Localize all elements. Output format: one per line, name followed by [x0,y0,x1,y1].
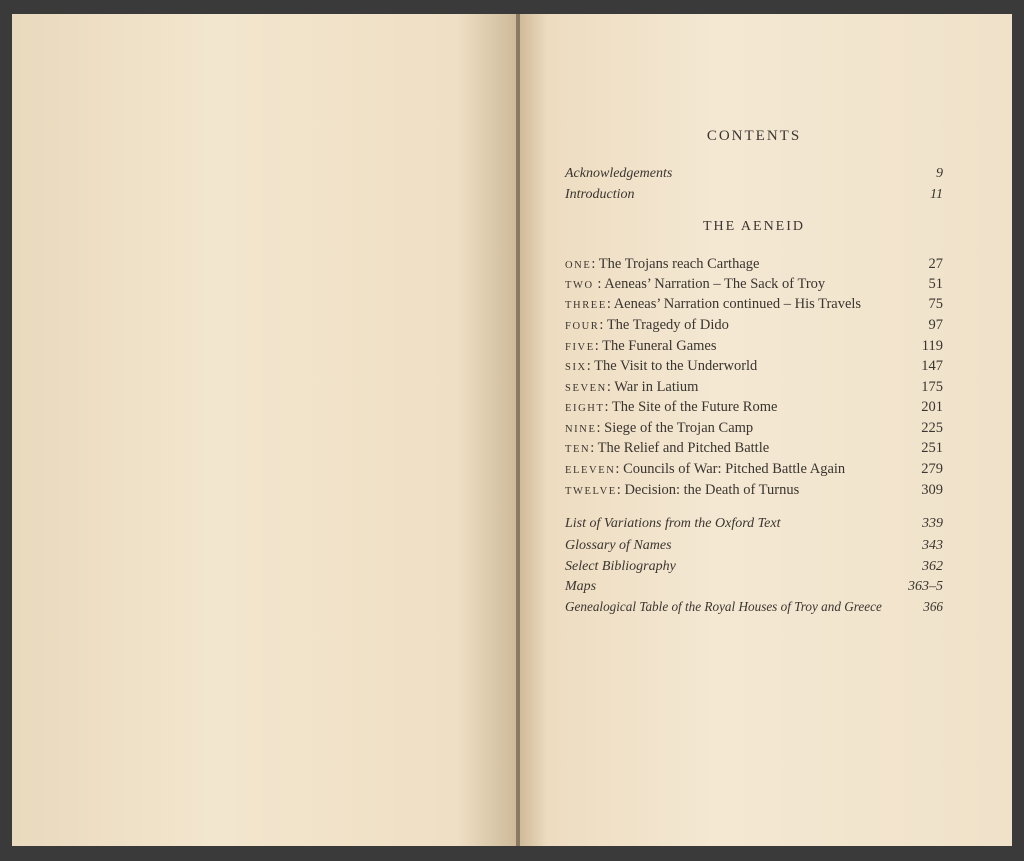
entry-title: Maps [565,579,597,594]
entry-title: Acknowledgements [565,166,673,181]
toc-entry: ONE: The Trojans reach Carthage 27 [565,256,943,272]
entry-page: 11 [930,187,943,202]
entry-title: Genealogical Table of the Royal Houses of Troy and Greece [565,599,882,614]
toc-entry: FIVE: The Funeral Games 119 [565,338,943,354]
entry-page: 366 [923,599,943,614]
book-number: SEVEN [565,383,607,394]
entry-page: 279 [921,461,943,477]
entry-title: The Site of the Future Rome [611,399,778,415]
toc-entry: EIGHT: The Site of the Future Rome 201 [565,399,943,415]
entry-title: List of Variations from the Oxford Text [565,516,781,531]
entry-page: 309 [921,482,943,498]
toc-entry [565,185,943,205]
toc-entry [565,557,943,577]
toc-entry: TEN: The Relief and Pitched Battle 251 [565,440,943,456]
book-gutter [516,14,520,846]
book-number: FIVE [565,342,595,353]
entry-title: War in Latium [614,379,699,395]
entry-title: The Trojans reach Carthage [598,256,760,272]
entry-title: The Visit to the Underworld [594,358,758,374]
entry-page: 343 [922,538,943,553]
entry-page: 147 [921,358,943,374]
entry-title: Introduction [565,187,635,202]
toc-entry: NINE: Siege of the Trojan Camp 225 [565,420,943,436]
entry-title: Decision: the Death of Turnus [624,482,800,498]
toc-entry: SEVEN: War in Latium 175 [565,379,943,395]
book-number: FOUR [565,321,600,332]
entry-page: 97 [928,317,943,333]
entry-title: Glossary of Names [565,538,672,553]
entry-page: 363–5 [908,579,943,594]
entry-page: 362 [922,559,943,574]
toc-entry: TWELVE: Decision: the Death of Turnus 309 [565,482,943,498]
toc-entry [565,164,943,184]
entry-page: 119 [921,338,943,354]
toc-entry [565,597,943,617]
entry-title: The Relief and Pitched Battle [597,440,770,456]
toc-entry: SIX: The Visit to the Underworld 147 [565,358,943,374]
book-number: TWO [565,280,594,291]
entry-title: Aeneas’ Narration continued – His Travels [613,296,862,312]
book-number: ONE [565,260,592,271]
contents-heading: CONTENTS [706,128,802,144]
entry-page: 51 [928,276,943,292]
toc-entry: ELEVEN: Councils of War: Pitched Battle Again 279 [565,461,943,477]
book-number: EIGHT [565,403,605,414]
book-number: TWELVE [565,486,617,497]
book-number: ELEVEN [565,465,616,476]
entry-title: Siege of the Trojan Camp [604,420,754,436]
entry-page: 27 [928,256,943,272]
toc-entry: FOUR: The Tragedy of Dido 97 [565,317,943,333]
book-number: NINE [565,424,597,435]
entry-title: Aeneas’ Narration – The Sack of Troy [604,276,826,292]
entry-page: 75 [928,296,943,312]
toc-entry: THREE: Aeneas’ Narration continued – His Travels 75 [565,296,943,312]
entry-page: 225 [921,420,943,436]
toc-entry [565,514,943,534]
entry-page: 339 [922,516,943,531]
toc-entry [565,536,943,556]
toc-entry [565,577,943,597]
entry-title: Select Bibliography [565,559,676,574]
entry-page: 251 [921,440,943,456]
left-page [12,14,518,846]
entry-title: The Funeral Games [602,338,717,354]
book-number: THREE [565,300,607,311]
book-number: TEN [565,444,591,455]
entry-page: 175 [921,379,943,395]
section-heading: THE AENEID [702,219,806,234]
entry-title: The Tragedy of Dido [606,317,729,333]
entry-title: Councils of War: Pitched Battle Again [623,461,846,477]
entry-page: 201 [921,399,943,415]
book-number: SIX [565,362,587,373]
toc-entry: TWO : Aeneas’ Narration – The Sack of Troy 51 [565,276,943,292]
entry-page: 9 [936,166,943,181]
